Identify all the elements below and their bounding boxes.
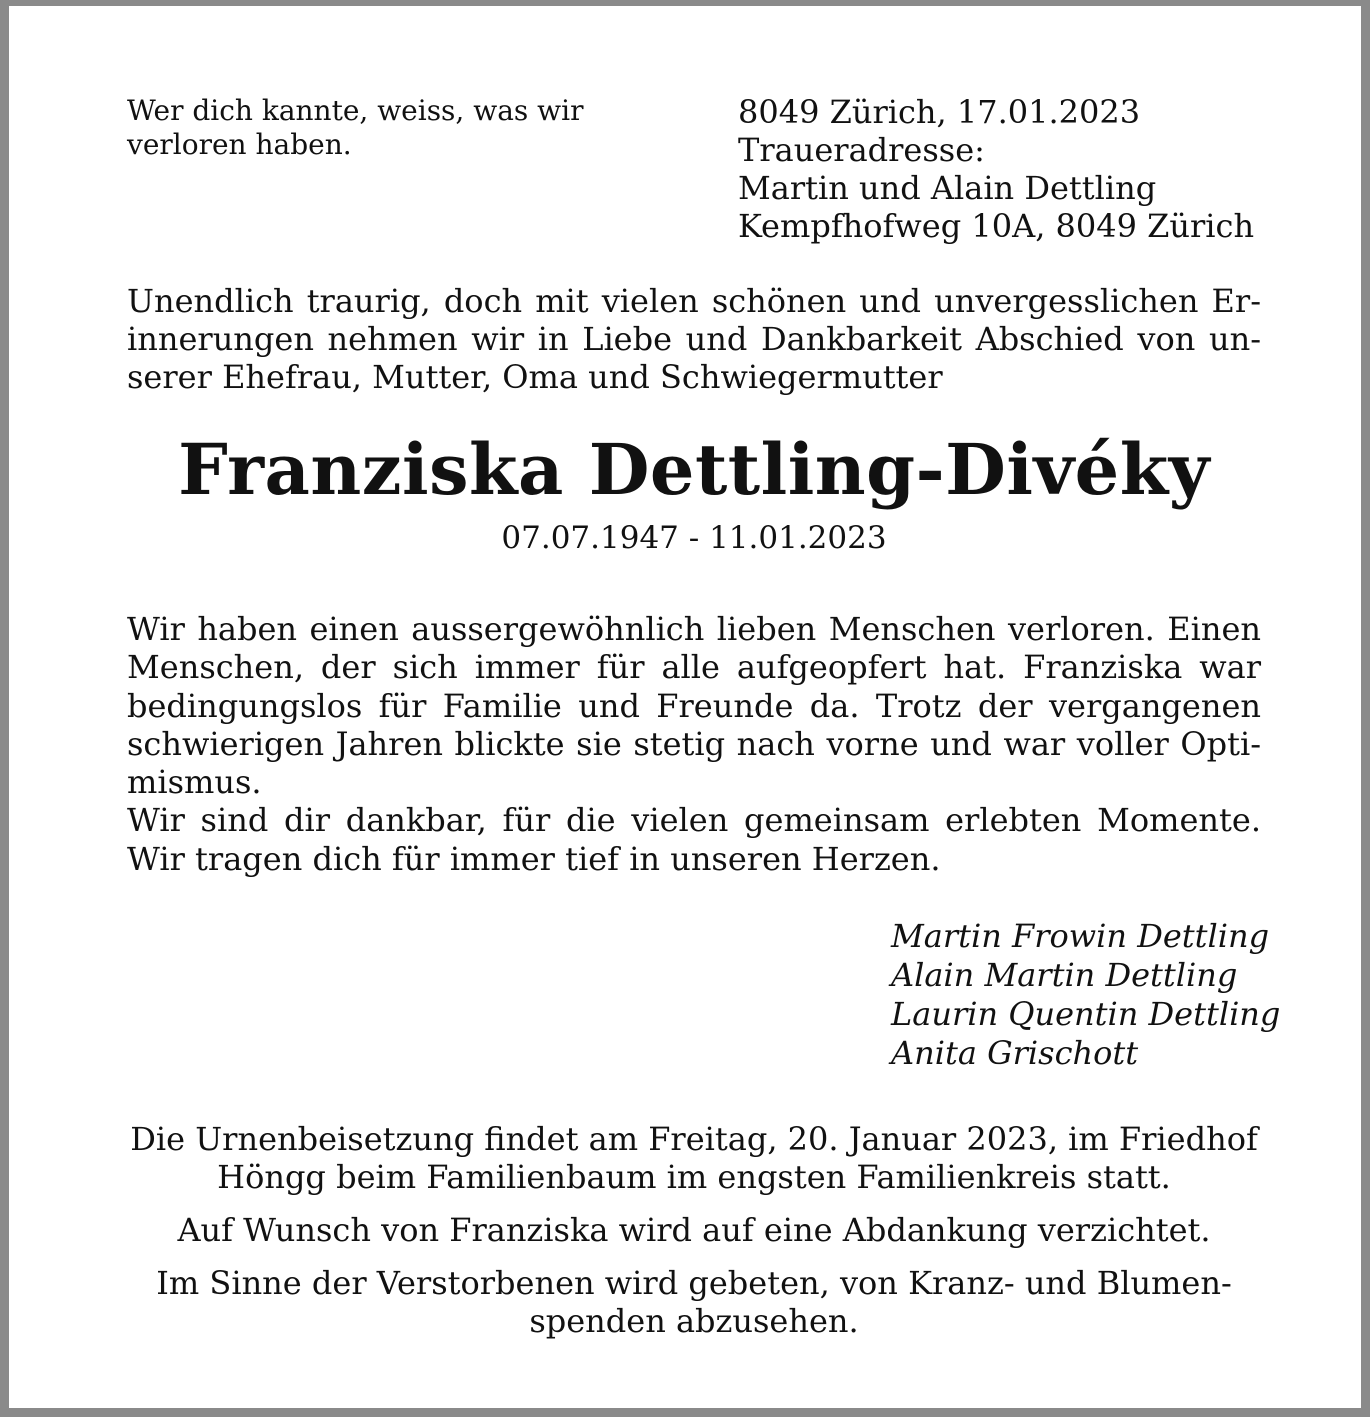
intro-line: serer Ehefrau, Mutter, Oma und Schwiegermutter (127, 358, 943, 396)
signer-name: Martin Frowin Dettling (891, 917, 1270, 955)
tribute-line: Wir haben einen aussergewöhnlich lieben Menschen verloren. Einen (127, 610, 1261, 648)
tribute-line: bedingungslos für Familie und Freunde da. Trotz der vergangenen (127, 686, 1261, 725)
ceremony-notice (109, 1211, 1279, 1249)
motto-line: verloren haben. (127, 128, 352, 161)
tribute-line: Wir tragen dich für immer tief in unseren Herzen. (127, 839, 941, 878)
mourning-address (738, 93, 1298, 245)
signer-name: Anita Grischott (891, 1034, 1139, 1072)
motto-line: Wer dich kannte, weiss, was wir (127, 94, 584, 127)
notice-line: Auf Wunsch von Franziska wird auf eine Abdankung verzichtet. (177, 1211, 1211, 1249)
signer-name: Laurin Quentin Dettling (891, 995, 1281, 1033)
notice-line: spenden abzusehen. (529, 1302, 859, 1340)
address-street: Kempfhofweg 10A, 8049 Zürich (738, 207, 1255, 245)
address-label: Traueradresse: (738, 131, 985, 169)
address-names: Martin und Alain Dettling (738, 169, 1157, 207)
signer-name: Alain Martin Dettling (891, 956, 1238, 994)
signers-list (891, 917, 1291, 1073)
life-dates: 07.07.1947 - 11.01.2023 (501, 520, 887, 556)
tribute-paragraph (127, 610, 1261, 878)
burial-notice (109, 1120, 1279, 1196)
place-date: 8049 Zürich, 17.01.2023 (738, 93, 1141, 131)
notice-line: Im Sinne der Verstorbenen wird gebeten, von Kranz- und Blumen- (156, 1264, 1232, 1302)
tribute-line: Menschen, der sich immer für alle aufgeopfert hat. Franziska war (127, 648, 1261, 687)
deceased-name: Franziska Dettling-Divéky (178, 428, 1210, 511)
tribute-line: schwierigen Jahren blickte sie stetig nach vorne und war voller Opti- (127, 724, 1261, 763)
motto-quote (127, 94, 647, 162)
tribute-line: mismus. (127, 763, 262, 802)
intro-line: innerungen nehmen wir in Liebe und Dankbarkeit Abschied von un- (127, 320, 1261, 358)
tribute-line: Wir sind dir dankbar, für die vielen gemeinsam erlebten Momente. (127, 801, 1261, 840)
flowers-notice (109, 1264, 1279, 1340)
notice-line: Die Urnenbeisetzung findet am Freitag, 20. Januar 2023, im Friedhof (130, 1120, 1258, 1158)
notice-line: Höngg beim Familienbaum im engsten Familienkreis statt. (217, 1158, 1171, 1196)
intro-paragraph (127, 282, 1261, 396)
intro-line: Unendlich traurig, doch mit vielen schönen und unvergesslichen Er- (127, 282, 1261, 320)
